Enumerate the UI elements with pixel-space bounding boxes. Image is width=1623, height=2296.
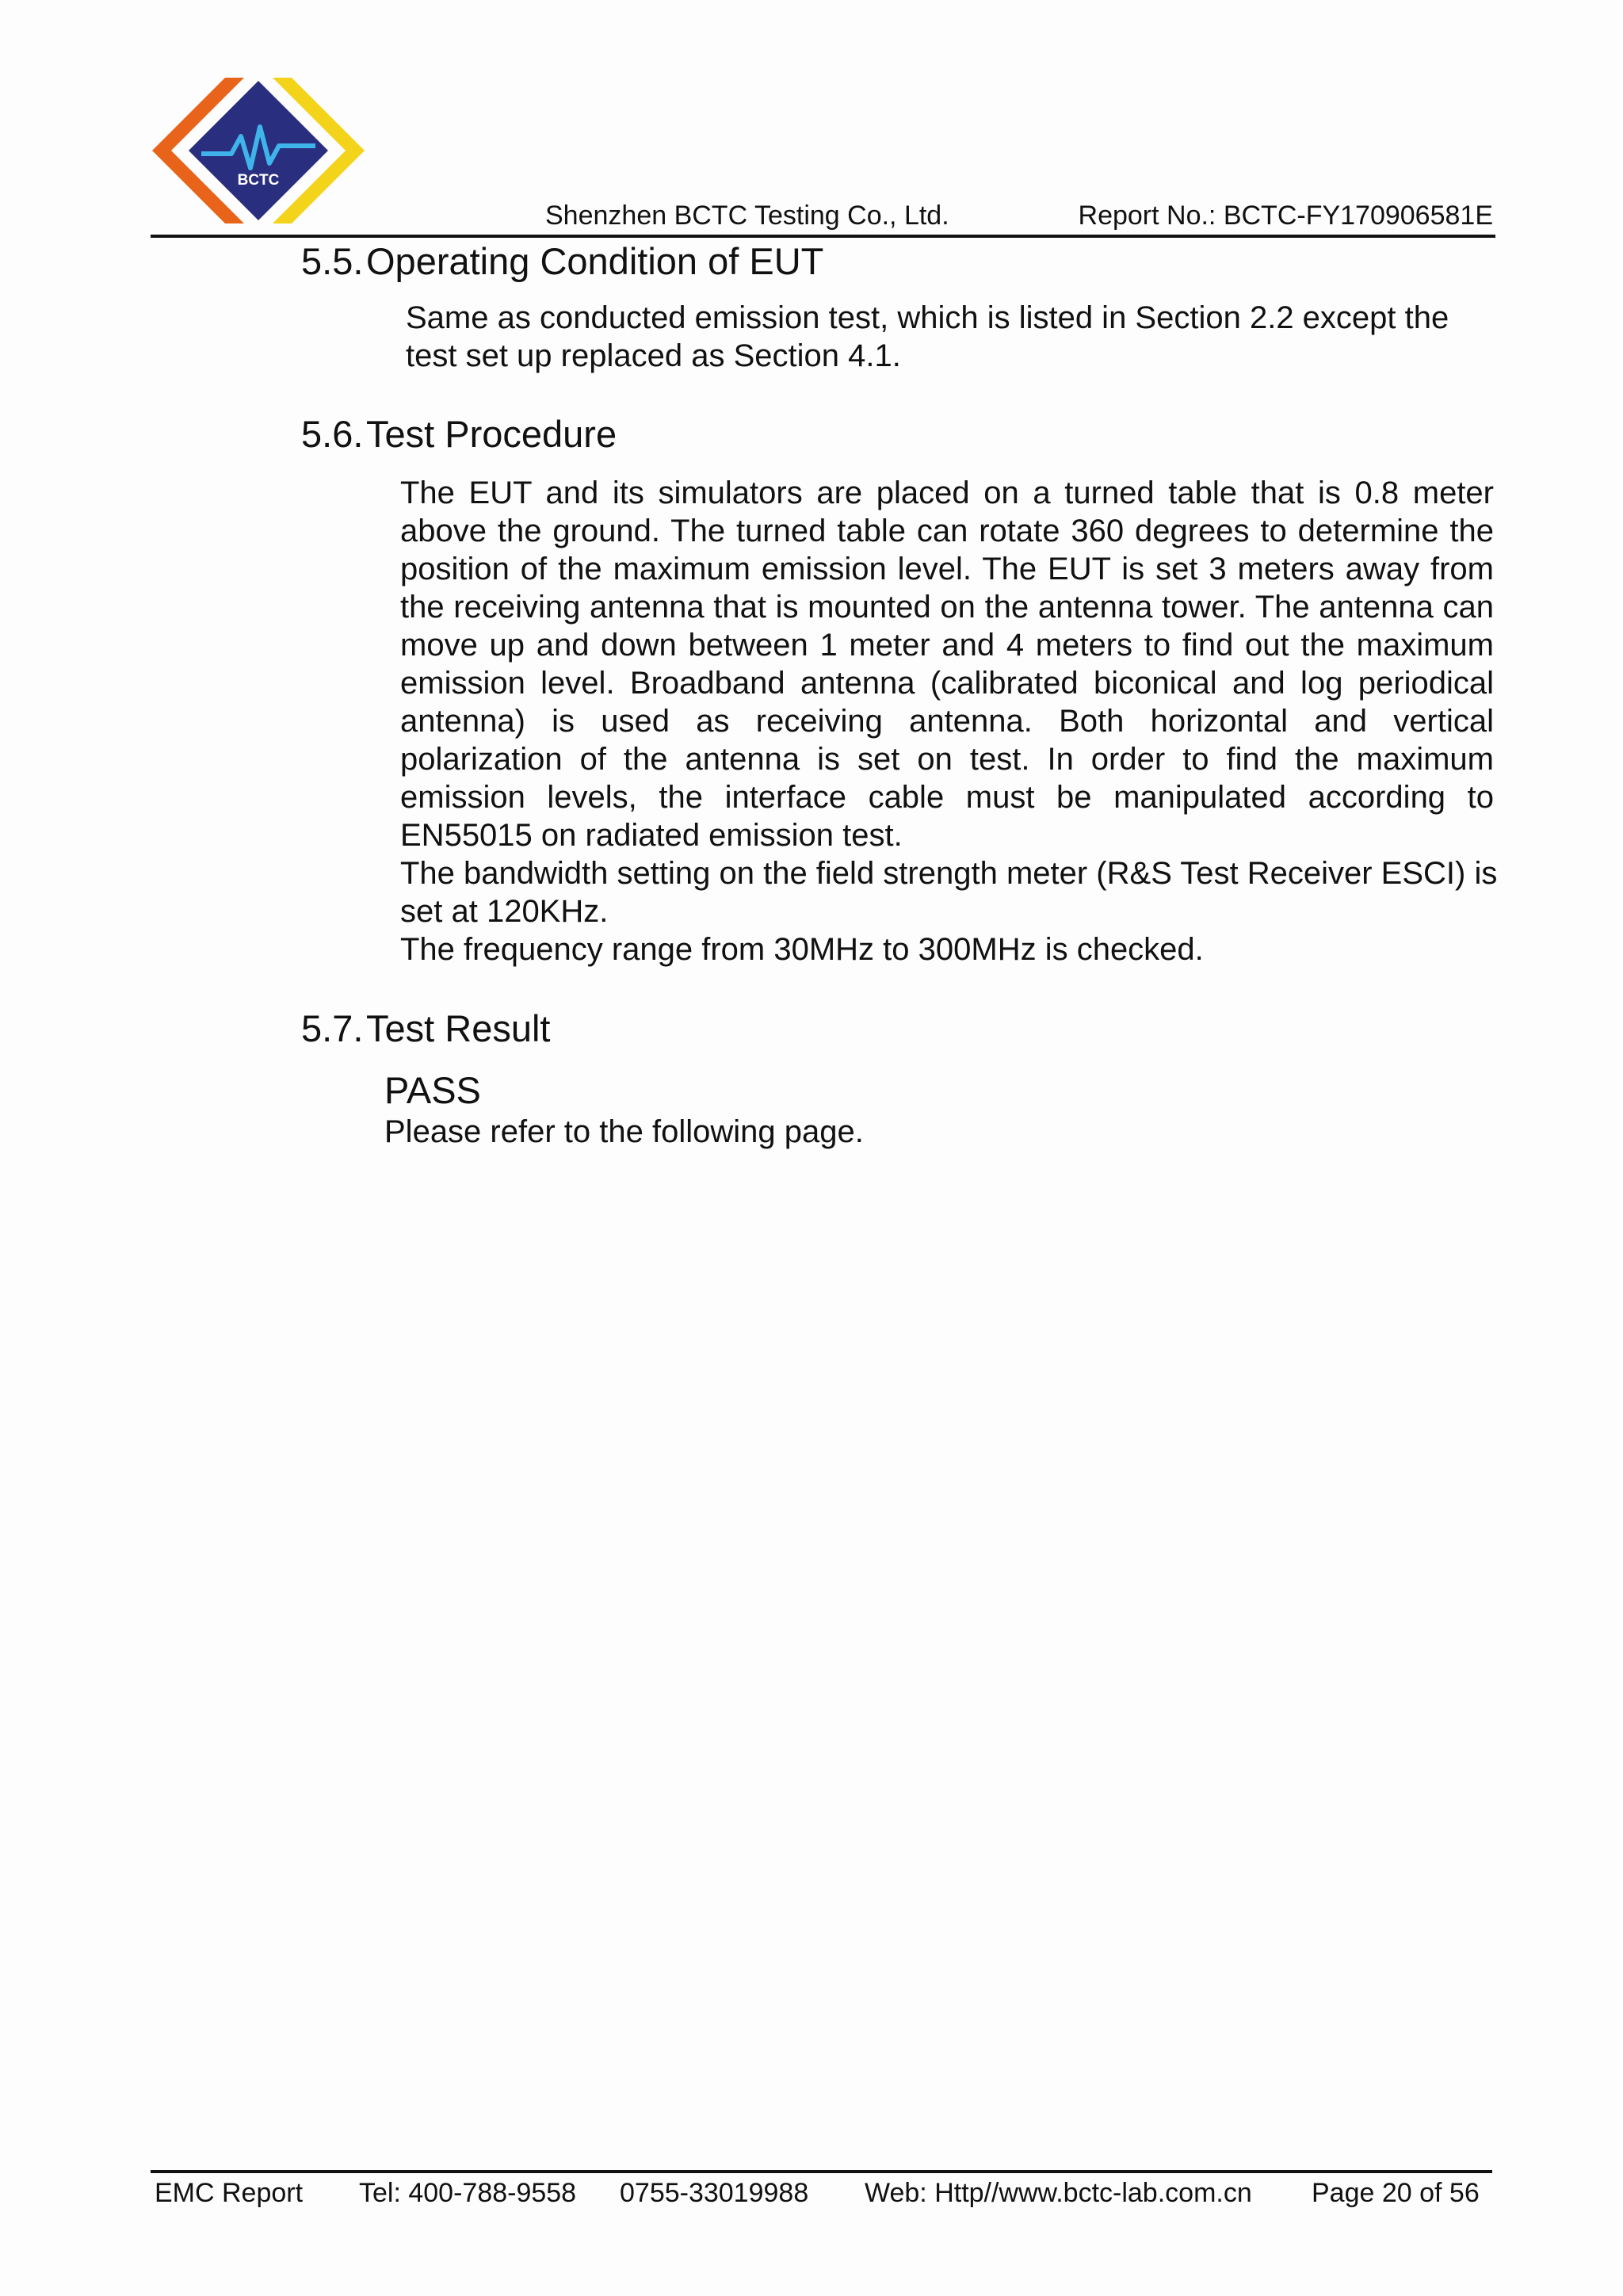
footer-web: Web: Http//www.bctc-lab.com.cn [865,2178,1252,2208]
section-5-6-body [400,474,1498,968]
report-number: Report No.: BCTC-FY170906581E [1078,201,1493,231]
result-note: Please refer to the following page. [384,1114,864,1149]
footer-divider [151,2170,1492,2173]
section-number: 5.7. [301,1007,364,1049]
section-title: Test Procedure [366,413,617,455]
section-heading-5-5 [301,239,823,283]
section-title: Test Result [366,1007,551,1049]
section-5-5-body [406,299,1499,375]
test-result: PASS [384,1069,481,1111]
company-name: Shenzhen BCTC Testing Co., Ltd. [545,201,949,231]
bctc-logo [152,78,365,223]
footer-report: EMC Report [155,2178,304,2208]
section-number: 5.6. [301,413,364,455]
section-number: 5.5. [301,240,364,282]
paragraph: The EUT and its simulators are placed on a turned table that is 0.8 meter above the ground. The turned table can rotate 360 degrees to determine the position of the maximum emission level. The EUT is set 3 meters away from the receiving antenna that is mounted on the antenna tower. The antenna can move up and down between 1 meter and 4 meters to find out the maximum emission level. Broadband antenna (calibrated biconical and log periodical antenna) is used as receiving antenna. Both horizontal and vertical polarization of the antenna is set on test. In order to find the maximum emission levels, the interface cable must be manipulated according to EN55015 on radiated emission test. [400,476,1494,853]
section-title: Operating Condition of EUT [366,240,824,282]
svg-text:BCTC: BCTC [237,172,280,189]
footer-tel: Tel: 400-788-9558 [359,2178,577,2208]
page-number: Page 20 of 56 [1312,2178,1480,2208]
paragraph: The bandwidth setting on the field strength meter (R&S Test Receiver ESCI) is set at 120KHz. [400,856,1498,929]
section-heading-5-7 [301,1007,550,1050]
footer-phone: 0755-33019988 [620,2178,809,2208]
section-heading-5-6 [301,412,617,456]
header-divider [151,235,1495,238]
paragraph: Same as conducted emission test, which is listed in Section 2.2 except the test set up replaced as Section 4.1. [406,300,1449,373]
paragraph: The frequency range from 30MHz to 300MHz is checked. [400,932,1204,967]
